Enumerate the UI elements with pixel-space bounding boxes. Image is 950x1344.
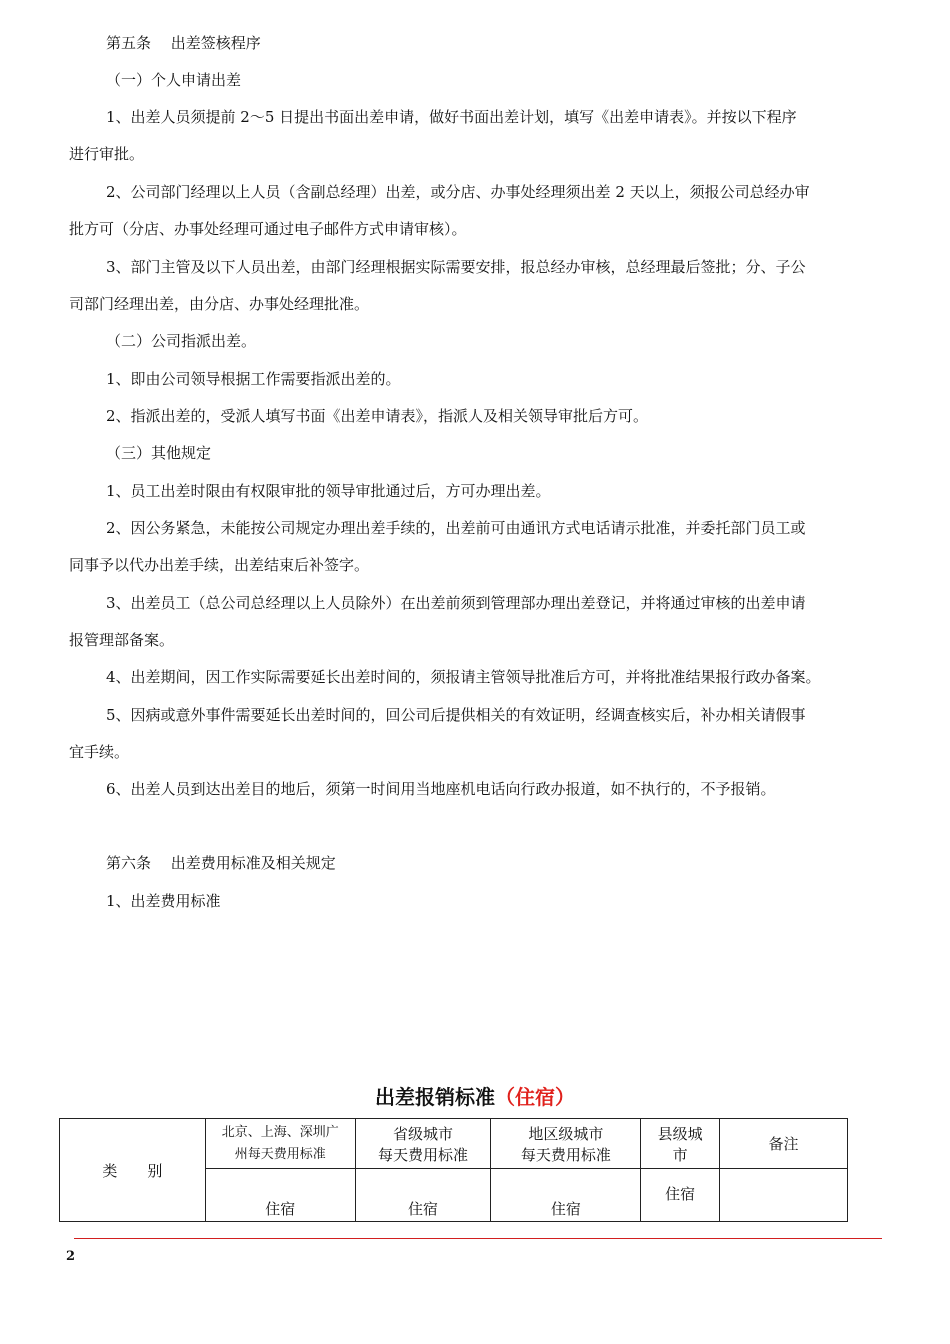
county-city-header: 县级城 市 xyxy=(641,1119,720,1169)
paragraph-line: 1、出差人员须提前 2～5 日提出书面出差申请，做好书面出差计划，填写《出差申请表》。并按以下程序 xyxy=(106,108,797,126)
tier1-city-header: 北京、上海、深圳广 州每天费用标准 xyxy=(205,1119,355,1169)
paragraph-line: 1、即由公司领导根据工作需要指派出差的。 xyxy=(106,370,401,388)
paragraph-line: 1、员工出差时限由有权限审批的领导审批通过后，方可办理出差。 xyxy=(106,482,551,500)
paragraph-line: 1、出差费用标准 xyxy=(106,892,221,910)
paragraph-line: 2、公司部门经理以上人员（含副总经理）出差，或分店、办事处经理须出差 2 天以上，须报公司总经办审 xyxy=(106,183,810,201)
paragraph-line: 第五条 出差签核程序 xyxy=(106,34,261,52)
paragraph-line: 批方可（分店、办事处经理可通过电子邮件方式申请审核）。 xyxy=(69,220,467,238)
regional-city-header: 地区级城市 每天费用标准 xyxy=(491,1119,641,1169)
paragraph-line: （三）其他规定 xyxy=(106,444,212,462)
table-title-highlight: （住宿） xyxy=(495,1085,575,1109)
remarks-cell xyxy=(720,1169,848,1222)
lodging-cell-county: 住宿 xyxy=(641,1169,720,1222)
paragraph-line: 3、出差员工（总公司总经理以上人员除外）在出差前须到管理部办理出差登记，并将通过审核的出差申请 xyxy=(106,594,806,612)
category-header: 类 别 xyxy=(60,1119,206,1222)
paragraph-line: 进行审批。 xyxy=(69,145,145,163)
lodging-cell-province: 住宿 xyxy=(355,1169,491,1222)
paragraph-line: 宜手续。 xyxy=(69,743,130,761)
paragraph-line: 3、部门主管及以下人员出差，由部门经理根据实际需要安排，报总经办审核，总经理最后签批；分、子公 xyxy=(106,258,806,276)
paragraph-line: （一）个人申请出差 xyxy=(106,71,242,89)
province-city-header: 省级城市 每天费用标准 xyxy=(355,1119,491,1169)
lodging-cell-tier1: 住宿 xyxy=(205,1169,355,1222)
paragraph-line: 第六条 出差费用标准及相关规定 xyxy=(106,854,336,872)
reimbursement-table xyxy=(59,1118,848,1222)
table-title: 出差报销标准（住宿） xyxy=(375,1085,575,1109)
paragraph-line: 5、因病或意外事件需要延长出差时间的，回公司后提供相关的有效证明，经调查核实后，补办相关请假事 xyxy=(106,706,806,724)
paragraph-line: 4、出差期间，因工作实际需要延长出差时间的，须报请主管领导批准后方可，并将批准结果报行政办备案。 xyxy=(106,668,821,686)
page-number: 2 xyxy=(66,1249,76,1264)
paragraph-line: 同事予以代办出差手续，出差结束后补签字。 xyxy=(69,556,370,574)
paragraph-line: 2、指派出差的，受派人填写书面《出差申请表》，指派人及相关领导审批后方可。 xyxy=(106,407,649,425)
paragraph-line: 2、因公务紧急，未能按公司规定办理出差手续的，出差前可由通讯方式电话请示批准，并委托部门员工或 xyxy=(106,519,806,537)
paragraph-line: 6、出差人员到达出差目的地后，须第一时间用当地座机电话向行政办报道，如不执行的，不予报销。 xyxy=(106,780,776,798)
footer-divider xyxy=(74,1238,882,1239)
lodging-cell-regional: 住宿 xyxy=(491,1169,641,1222)
remarks-header: 备注 xyxy=(720,1119,848,1169)
paragraph-line: 司部门经理出差，由分店、办事处经理批准。 xyxy=(69,295,370,313)
paragraph-line: 报管理部备案。 xyxy=(69,631,175,649)
paragraph-line: （二）公司指派出差。 xyxy=(106,332,257,350)
